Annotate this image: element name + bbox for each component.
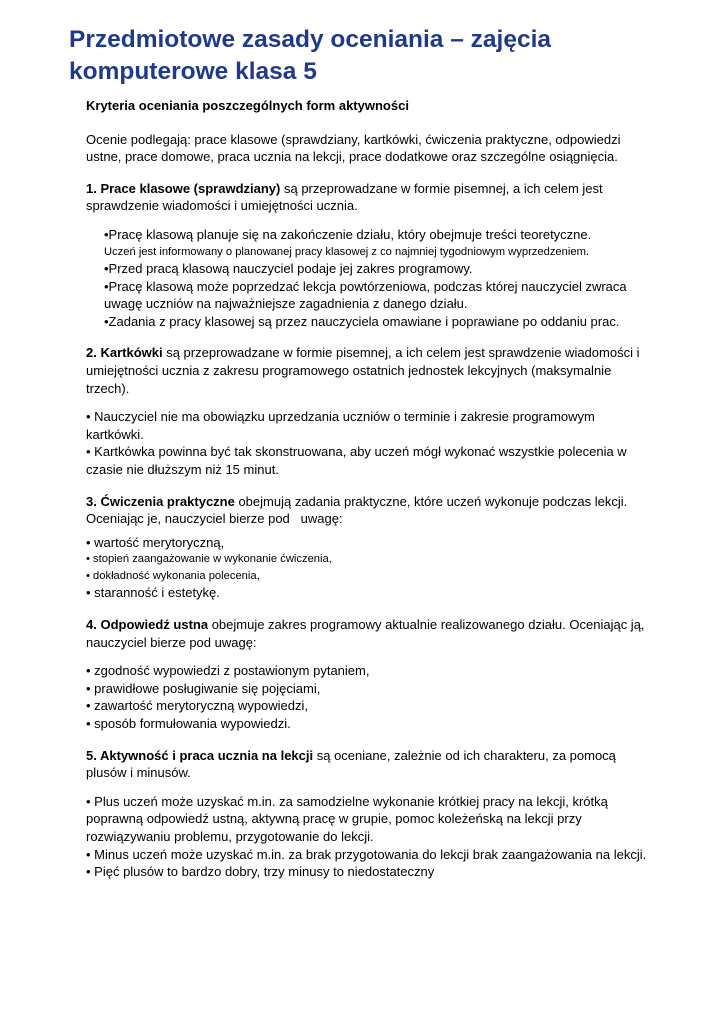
section-5-paragraph (86, 747, 656, 782)
list-item: • wartość merytoryczną, (86, 534, 225, 550)
list-item: •Przed pracą klasową nauczyciel podaje jej zakres programowy. (104, 261, 473, 277)
section-1-paragraph (86, 180, 656, 215)
list-item: •Zadania z pracy klasowej są przez nauczyciela omawiane i poprawiane po oddaniu prac. (104, 313, 620, 329)
section-2-paragraph (86, 344, 656, 397)
list-item: • Kartkówka powinna być tak skonstruowana, aby uczeń mógł wykonać wszystkie polecenia w czasie nie dłuższym niż 15 minut. (86, 444, 627, 477)
list-item: Uczeń jest informowany o planowanej pracy klasowej z co najmniej tygodniowym wyprzedzeniem. (104, 245, 590, 258)
list-item: • staranność i estetykę. (86, 585, 220, 601)
section-3-title: 3. Ćwiczenia praktyczne (86, 493, 235, 509)
section-2-title: 2. Kartkówki (86, 345, 163, 361)
page-title: Przedmiotowe zasady oceniania – zajęcia komputerowe klasa 5 (69, 26, 552, 85)
list-item: • sposób formułowania wypowiedzi. (86, 715, 291, 731)
section-4-paragraph (86, 616, 656, 651)
list-item: • stopień zaangażowanie w wykonanie ćwiczenia, (86, 553, 332, 566)
intro-paragraph: Ocenie podlegają: prace klasowe (sprawdziany, kartkówki, ćwiczenia praktyczne, odpowiedzi ustne, prace domowe, praca ucznia na lekcji, prace dodatkowe oraz szczególne osiągnięcia. (86, 131, 621, 165)
section-2-text: są przeprowadzane w formie pisemnej, a ich celem jest sprawdzenie wiadomości i umiejętności ucznia z zakresu programowego ostatnich jednostek lekcyjnych (maksymalnie trzech). (86, 345, 640, 396)
list-item: • Nauczyciel nie ma obowiązku uprzedzania uczniów o terminie i zakresie programowym kartkówki. (86, 409, 595, 442)
section-1-list (104, 226, 656, 330)
section-1-text: są przeprowadzane w formie pisemnej, a ich celem jest sprawdzenie wiadomości i umiejętności ucznia. (86, 180, 603, 214)
criteria-heading: Kryteria oceniania poszczególnych form aktywności (86, 98, 409, 113)
list-item: • Pięć plusów to bardzo dobry, trzy minusy to niedostateczny (86, 864, 435, 880)
section-1-title: 1. Prace klasowe (sprawdziany) (86, 180, 281, 196)
section-5-title: 5. Aktywność i praca ucznia na lekcji (86, 747, 314, 763)
section-4-text: obejmuje zakres programowy aktualnie realizowanego działu. Oceniając ją, nauczyciel bierze pod uwagę: (86, 616, 645, 650)
section-3-paragraph (86, 493, 656, 528)
section-3-text: obejmują zadania praktyczne, które uczeń wykonuje podczas lekcji. Oceniając je, nauczyciel bierze pod uwagę: (86, 493, 631, 527)
list-item: • prawidłowe posługiwanie się pojęciami, (86, 680, 321, 696)
section-4-title: 4. Odpowiedź ustna (86, 616, 209, 632)
list-item: • zgodność wypowiedzi z postawionym pytaniem, (86, 663, 370, 679)
section-5-text: są oceniane, zależnie od ich charakteru, za pomocą plusów i minusów. (86, 747, 616, 781)
list-item: •Pracę klasową może poprzedzać lekcja powtórzeniowa, podczas której nauczyciel zwraca uwagę uczniów na najważniejsze zagadnienia z danego działu. (104, 278, 627, 312)
list-item: •Pracę klasową planuje się na zakończenie działu, który obejmuje treści teoretyczne. (104, 226, 592, 242)
list-item: • zawartość merytoryczną wypowiedzi, (86, 698, 309, 714)
document-body (86, 97, 656, 881)
list-item: • Plus uczeń może uzyskać m.in. za samodzielne wykonanie krótkiej pracy na lekcji, krótką poprawną odpowiedź ustną, aktywną pracę w grupie, pomoc koleżeńską na lekcji przy rozwiązywaniu problemu, przygotowanie do lekcji. (86, 793, 608, 844)
list-item: • dokładność wykonania polecenia, (86, 569, 260, 582)
list-item: • Minus uczeń może uzyskać m.in. za brak przygotowania do lekcji brak zaangażowania na lekcji. (86, 846, 647, 862)
